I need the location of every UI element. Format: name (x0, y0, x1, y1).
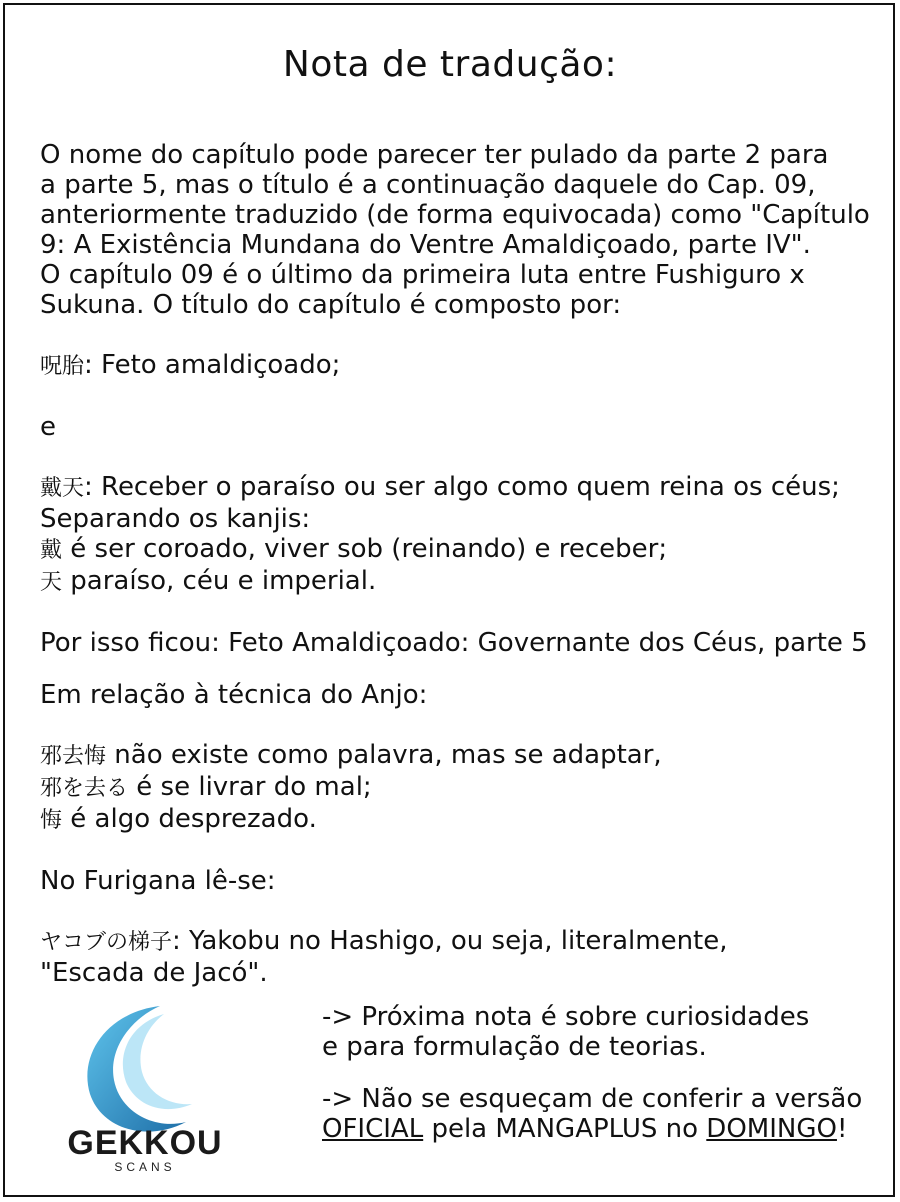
term-jutai: 呪胎: Feto amaldiçoado; (40, 350, 341, 380)
furigana-header: No Furigana lê-se: (40, 866, 276, 896)
intro-line: O capítulo 09 é o último da primeira luta entre Fushiguro x (40, 260, 805, 290)
note-line: e para formulação de teorias. (322, 1032, 707, 1062)
closing-notes (322, 1002, 882, 1144)
anjo-header: Em relação à técnica do Anjo: (40, 680, 428, 710)
intro-line: a parte 5, mas o título é a continuação daquele do Cap. 09, (40, 170, 816, 200)
kanji-taiten: 戴天 (40, 476, 85, 501)
intro-line: anteriormente traduzido (de forma equivocada) como "Capítulo (40, 200, 870, 230)
furigana-def: ヤコブの梯子: Yakobu no Hashigo, ou seja, literalmente, (40, 926, 728, 956)
brand-subtitle: SCANS (114, 1160, 176, 1174)
intro-line: 9: A Existência Mundana do Ventre Amaldiçoado, parte IV". (40, 230, 811, 260)
intro-line: O nome do capítulo pode parecer ter pulado da parte 2 para (40, 140, 829, 170)
note-line: -> Não se esqueçam de conferir a versão (322, 1084, 863, 1114)
oficial-emphasis: OFICIAL (322, 1114, 424, 1144)
term-taiten: 戴天: Receber o paraíso ou ser algo como quem reina os céus; (40, 472, 840, 502)
kanji-jutai: 呪胎 (40, 354, 85, 379)
page-title: Nota de tradução: (282, 44, 618, 85)
conclusion-line: Por isso ficou: Feto Amaldiçoado: Governante dos Céus, parte 5 (40, 628, 868, 658)
anjo-def: 邪去悔 não existe como palavra, mas se adaptar, (40, 740, 662, 770)
conjunction: e (40, 412, 56, 442)
translation-note-body (40, 140, 880, 988)
intro-line: Sukuna. O título do capítulo é composto por: (40, 290, 622, 320)
kanji-def: 戴 é ser coroado, viver sob (reinando) e receber; (40, 534, 668, 564)
furigana-def: "Escada de Jacó". (40, 958, 268, 988)
note-line: OFICIAL pela MANGAPLUS no DOMINGO! (322, 1114, 848, 1144)
note-line: -> Próxima nota é sobre curiosidades (322, 1002, 810, 1032)
kanji-def: 天 paraíso, céu e imperial. (40, 566, 377, 596)
anjo-def: 悔 é algo desprezado. (40, 804, 317, 834)
separando-line: Separando os kanjis: (40, 504, 311, 534)
domingo-emphasis: DOMINGO (706, 1114, 837, 1144)
brand-name: GEKKOU (67, 1124, 223, 1162)
anjo-def: 邪を去る é se livrar do mal; (40, 772, 372, 802)
